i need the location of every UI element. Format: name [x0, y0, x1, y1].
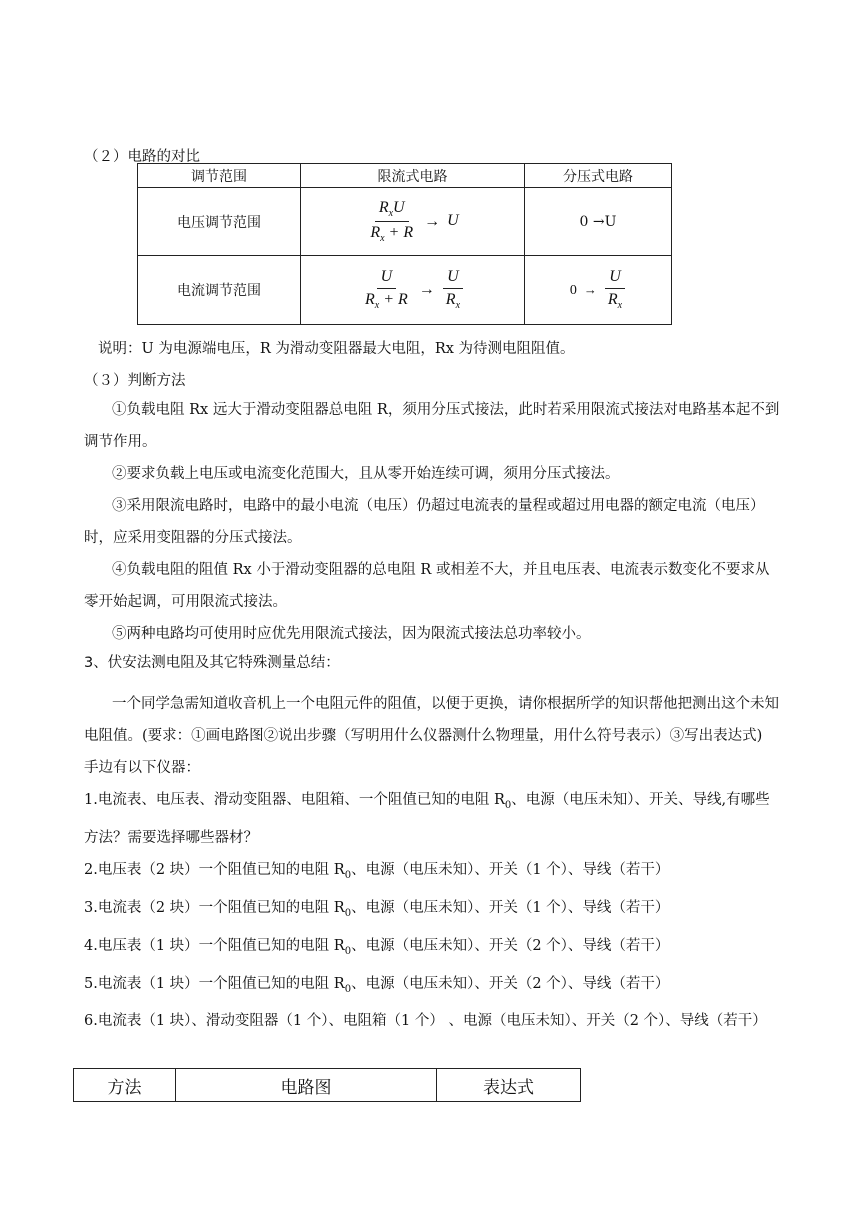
instrument-item: 1.电流表、电压表、滑动变阻器、电阻箱、一个阻值已知的电阻 $R_0$、电源（电压未知）、开关、导线,有哪些方法？需要选择哪些器材？	[84, 792, 770, 846]
section-2-title: （２）电路的对比	[84, 149, 200, 165]
voltage-limiting-formula: $\frac{R_xU}{R_x + R}$ → U	[301, 188, 525, 256]
right-arrow-icon: →	[418, 281, 435, 298]
judgement-item: ④负载电阻的阻值 Rx 小于滑动变阻器的总电阻 R 或相差不大，并且电压表、电流表示数变化不要求从零开始起调，可用限流式接法。	[84, 562, 770, 610]
header-expression: 表达式	[437, 1069, 581, 1102]
current-limiting-formula: $\frac{U}{R_x + R}$ → $\frac{U}{R_x}$	[301, 256, 525, 325]
instrument-item: 5.电流表（1 块）一个阻值已知的电阻 $R_0$、电源（电压未知）、开关（2 个）、导线（若干）	[84, 975, 670, 995]
row-voltage-label: 电压调节范围	[138, 188, 301, 256]
header-method: 方法	[74, 1069, 176, 1102]
header-limiting: 限流式电路	[301, 164, 525, 188]
judgement-item: ①负载电阻 Rx 远大于滑动变阻器总电阻 R，须用分压式接法，此时若采用限流式接法对电路基本起不到调节作用。	[84, 402, 780, 450]
methods-table	[73, 1068, 581, 1102]
header-circuit-diagram: 电路图	[176, 1069, 437, 1102]
right-arrow-icon: →	[583, 282, 597, 297]
judgement-item: ⑤两种电路均可使用时应优先用限流式接法，因为限流式接法总功率较小。	[112, 626, 591, 642]
judgement-item: ③采用限流电路时，电路中的最小电流（电压）仍超过电流表的量程或超过用电器的额定电流（电压）时，应采用变阻器的分压式接法。	[84, 498, 765, 546]
symbol-note: 说明：U 为电源端电压，R 为滑动变阻器最大电阻，Rx 为待测电阻阻值。	[98, 341, 575, 357]
header-divider: 分压式电路	[525, 164, 672, 188]
voltage-fraction: $\frac{R_xU}{R_x + R}$	[370, 198, 414, 245]
instrument-item: 6.电流表（1 块）、滑动变阻器（1 个）、电阻箱（1 个） 、电源（电压未知）、开关（2 个）、导线（若干）	[84, 1013, 767, 1030]
instrument-item: 4.电压表（1 块）一个阻值已知的电阻 $R_0$、电源（电压未知）、开关（2 个）、导线（若干）	[84, 937, 670, 957]
current-divider-range: 0 → $\frac{U}{R_x}$	[525, 256, 672, 325]
voltage-divider-range: 0 →U	[525, 188, 672, 256]
instrument-item: 3.电流表（2 块）一个阻值已知的电阻 $R_0$、电源（电压未知）、开关（1 个）、导线（若干）	[84, 899, 670, 919]
instrument-item: 2.电压表（2 块）一个阻值已知的电阻 $R_0$、电源（电压未知）、开关（1 个）、导线（若干）	[84, 861, 670, 881]
problem-statement: 一个同学急需知道收音机上一个电阻元件的阻值，以便于更换，请你根据所学的知识帮他把测出这个未知电阻值。(要求：①画电路图②说出步骤（写明用什么仪器测什么物理量，用什么符号表示）③写出表达式) 手边有以下仪器： 1.电流表、电压表、滑动变阻器、电阻箱、一个阻值已知的电阻 $R_0$、电源（电压未知）、开关、导线,有哪些方法？需要选择哪些器材？ 2.电压表（2 块）一个阻值已知的电阻 $R_0$、电源（电压未知）、开关（1 个）、导线（若干） 3.电流表（2 块）一个阻值已知的电阻 $R_0$、电源（电压未知）、开关（1 个）、导线（若干） 4.电压表（1 块）一个阻值已知的电阻 $R_0$、电源（电压未知）、开关（2 个）、导线（若干） 5.电流表（1 块）一个阻值已知的电阻 $R_0$、电源（电压未知）、开关（2 个）、导线（若干） 6.电流表（1 块）、滑动变阻器（1 个）、电阻箱（1 个） 、电源（电压未知）、开关（2 个）、导线（若干）	[84, 688, 780, 1037]
circuit-comparison-table	[137, 163, 672, 325]
section-3-title: （３）判断方法	[84, 373, 186, 389]
row-current-label: 电流调节范围	[138, 256, 301, 325]
header-range: 调节范围	[138, 164, 301, 188]
judgement-list	[84, 394, 780, 650]
right-arrow-icon: →	[424, 212, 441, 230]
section-heading-3: 3、伏安法测电阻及其它特殊测量总结：	[84, 655, 340, 671]
instruments-heading: 手边有以下仪器：	[84, 760, 200, 776]
judgement-item: ②要求负载上电压或电流变化范围大，且从零开始连续可调，须用分压式接法。	[112, 466, 620, 482]
